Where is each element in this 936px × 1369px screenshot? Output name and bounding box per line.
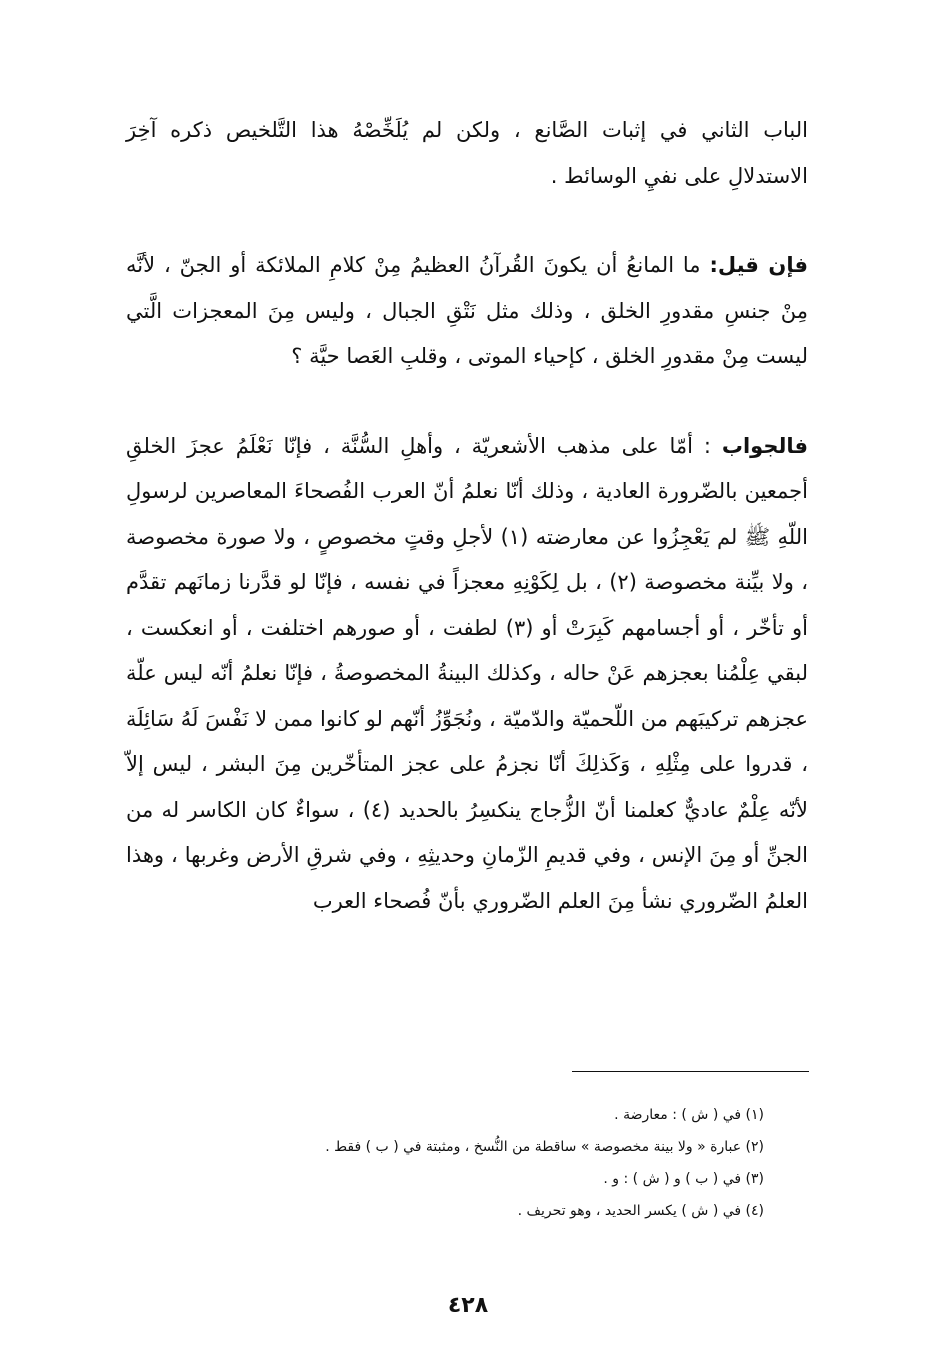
paragraph-1 <box>126 108 808 199</box>
footnotes <box>164 1099 764 1227</box>
paragraph-2-text: ما المانعُ أن يكونَ القُرآنُ العظيمُ مِنْ كلامِ الملائكة أو الجنّ ، لأنَّه مِنْ جنسِ مقدورِ الخلق ، وذلك مثل نَتْقِ الجبال ، وليس مِنَ المعجزات الَّتي ليست مِنْ مقدورِ الخلق ، كإحياء الموتى ، وقلبِ العَصا حيَّة ؟ <box>126 253 808 368</box>
paragraph-2 <box>126 243 808 380</box>
main-text <box>126 108 808 924</box>
footnote-2: (٢) عبارة « ولا بينة مخصوصة » ساقطة من النُّسخ ، ومثبتة في ( ب ) فقط . <box>325 1139 764 1155</box>
footnote-separator <box>572 1071 809 1072</box>
footnote-4: (٤) في ( ش ) يكسر الحديد ، وهو تحريف . <box>517 1203 764 1219</box>
footnote-3: (٣) في ( ب ) و ( ش ) : و . <box>603 1171 764 1187</box>
paragraph-1-text: الباب الثاني في إثبات الصَّانع ، ولكن لم يُلَخِّصْهُ هذا التَّلخيص ذكره آخِرَ الاستدلالِ على نفيِ الوسائط . <box>126 118 808 188</box>
footnote-1: (١) في ( ش ) : معارضة . <box>614 1107 764 1123</box>
paragraph-3-text: : أمّا على مذهب الأشعريّة ، وأهلِ السُّنَّة ، فإنّا نَعْلَمُ عجزَ الخلقِ أجمعين بالضّرورة العادية ، وذلك أنّا نعلمُ أنّ العرب الفُصحاءَ المعاصرين لرسولِ اللّهِ ﷺ لم يَعْجِزُوا عن معارضته (١) لأجلِ وقتٍ مخصوصٍ ، ولا صورة مخصوصة ، ولا بيِّنة مخصوصة (٢) ، بل لِكَوْنِهِ معجزاً في نفسه ، فإنّا لو قدَّرنا زمانَهم تقدَّم أو تأخّر ، أو أجسامهم كَبِرَتْ أو (٣) لطفت ، أو صورهم اختلفت ، أو انعكست ، لبقي عِلْمُنا بعجزهم عَنْ حاله ، وكذلك البينةُ المخصوصةُ ، فإنّا نعلمُ أنّه ليس علّة عجزهم تركيبَهم من اللّحميّة والدّميّة ، ونُجَوِّزُ أنّهم لو كانوا ممن لا نَفْسَ لَهُ سَائِلَة ، قدروا على مِثْلِهِ ، وَكَذلِكَ أنّا نجزمُ على عجز المتأخّرين مِنَ البشر ، ليس إلاّ لأنّه عِلْمٌ عاديٌّ كعلمنا أنّ الزُّجاج ينكسِرُ بالحديد (٤) ، سواءٌ كان الكاسر له من الجنِّ أو مِنَ الإنس ، وفي قديمِ الزّمانِ وحديثِهِ ، وفي شرقِ الأرض وغربها ، وهذا العلمُ الضّروري نشأ مِنَ العلم الضّروري بأنّ فُصحاء العرب <box>126 433 808 913</box>
paragraph-2-lead: فإن قيل: <box>709 253 808 277</box>
page-number: ٤٢٨ <box>447 1293 489 1318</box>
paragraph-3-lead: فالجواب <box>721 433 808 458</box>
paragraph-3 <box>126 424 808 925</box>
